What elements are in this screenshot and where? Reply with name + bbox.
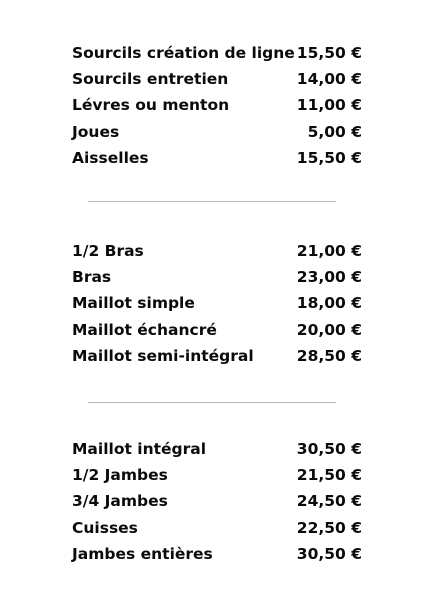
service-price: 20,00 € <box>296 320 362 339</box>
service-price: 15,50 € <box>296 148 362 167</box>
service-name: Cuisses <box>72 518 138 537</box>
service-name: 1/2 Jambes <box>72 466 168 485</box>
service-price: 23,00 € <box>296 268 362 287</box>
service-name: Lévres ou menton <box>72 96 230 115</box>
service-name: Sourcils création de ligne <box>72 44 295 63</box>
price-row <box>72 462 362 488</box>
price-row <box>72 145 362 171</box>
service-price: 22,50 € <box>296 518 362 537</box>
service-name: Jambes entières <box>72 544 213 563</box>
price-row <box>72 66 362 92</box>
service-name: Aisselles <box>72 148 149 167</box>
service-price: 24,50 € <box>296 492 362 511</box>
service-name: Maillot semi-intégral <box>72 346 254 365</box>
section-divider <box>88 402 336 403</box>
service-price: 28,50 € <box>296 346 362 365</box>
price-row <box>72 515 362 541</box>
price-section-1 <box>72 40 362 171</box>
service-name: Maillot échancré <box>72 320 217 339</box>
price-section-3 <box>72 436 362 567</box>
price-row <box>72 92 362 118</box>
price-row <box>72 290 362 316</box>
price-row <box>72 119 362 145</box>
price-row <box>72 264 362 290</box>
service-name: Sourcils entretien <box>72 70 229 89</box>
service-price: 11,00 € <box>296 96 362 115</box>
service-name: Joues <box>72 122 120 141</box>
price-section-2 <box>72 238 362 369</box>
price-row <box>72 238 362 264</box>
service-price: 21,50 € <box>296 466 362 485</box>
service-name: 1/2 Bras <box>72 242 144 261</box>
service-price: 5,00 € <box>307 122 362 141</box>
service-price: 14,00 € <box>296 70 362 89</box>
service-name: Maillot simple <box>72 294 195 313</box>
service-price: 21,00 € <box>296 242 362 261</box>
service-price: 15,50 € <box>296 44 362 63</box>
service-price: 18,00 € <box>296 294 362 313</box>
section-divider <box>88 201 336 202</box>
price-row <box>72 436 362 462</box>
service-price: 30,50 € <box>296 440 362 459</box>
service-name: 3/4 Jambes <box>72 492 168 511</box>
price-row <box>72 541 362 567</box>
service-price: 30,50 € <box>296 544 362 563</box>
service-name: Maillot intégral <box>72 440 207 459</box>
price-row <box>72 488 362 514</box>
price-row <box>72 343 362 369</box>
price-row <box>72 317 362 343</box>
service-name: Bras <box>72 268 112 287</box>
price-row <box>72 40 362 66</box>
